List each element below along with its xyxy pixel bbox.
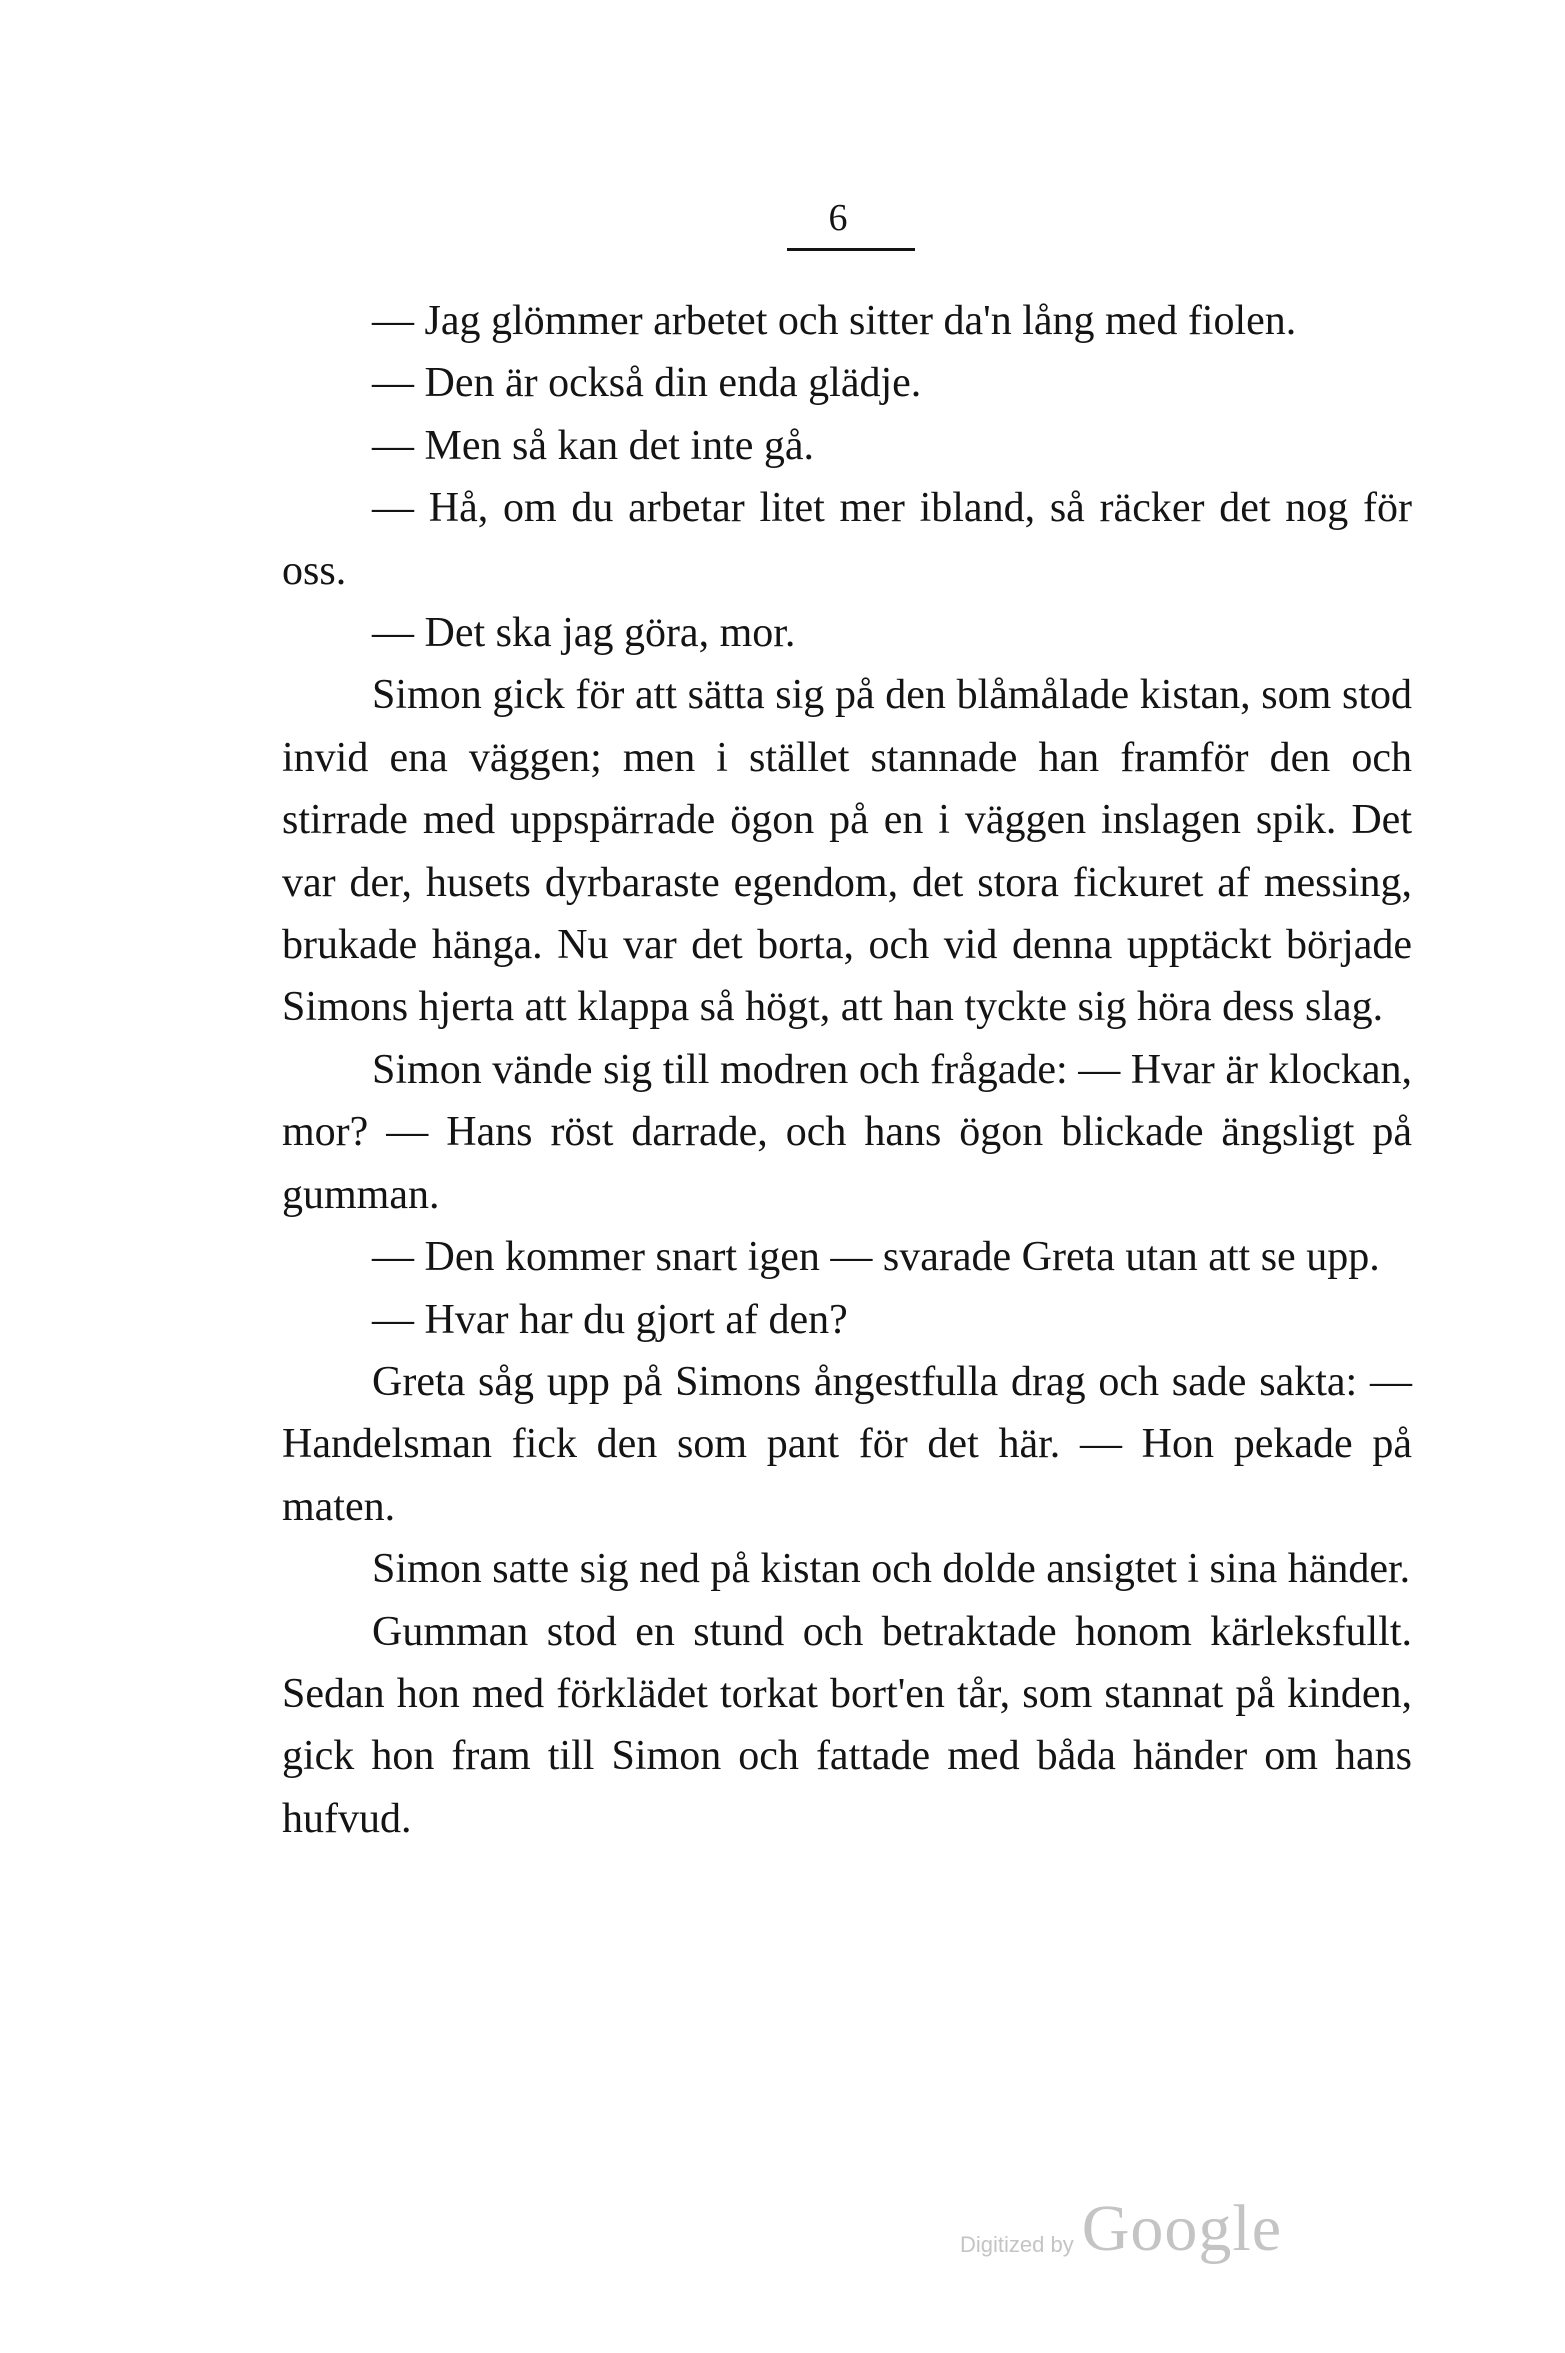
paragraph-1: — Jag glömmer arbetet och sitter da'n lång med fiolen. <box>372 298 1297 344</box>
page-number: 6 <box>828 197 848 239</box>
paragraph-4: — Hå, om du arbetar litet mer ibland, så räcker det nog för oss. <box>282 485 1412 594</box>
page-number-rule <box>787 248 915 251</box>
paragraph-5: — Det ska jag göra, mor. <box>372 610 796 657</box>
paragraph-8: — Den kommer snart igen — svarade Greta utan att se upp. <box>372 1234 1380 1281</box>
paragraph-9: — Hvar har du gjort af den? <box>372 1296 848 1343</box>
digitized-watermark <box>960 2185 1282 2265</box>
watermark-brand-logo: Google <box>1081 2192 1283 2265</box>
body-text <box>282 290 1412 1850</box>
paragraph-12: Gumman stod en stund och betraktade honom kärleksfullt. Sedan hon med förklädet torkat bort'en tår, som stannat på kinden, gick hon fram till Simon och fattade med båda händer om hans hufvud. <box>282 1608 1412 1842</box>
paragraph-11: Simon satte sig ned på kistan och dolde ansigtet i sina händer. <box>372 1546 1411 1593</box>
watermark-prefix: Digitized by <box>960 2232 1074 2257</box>
paragraph-6: Simon gick för att sätta sig på den blåmålade kistan, som stod invid ena väggen; men i stället stannade han framför den och stirrade med uppspärrade ögon på en i väggen inslagen spik. Det var der, husets dyrbaraste egendom, det stora fickuret af messing, brukade hänga. Nu var det borta, och vid denna upptäckt började Simons hjerta att klappa så högt, att han tyckte sig höra dess slag. <box>282 672 1412 1031</box>
paragraph-10: Greta såg upp på Simons ångestfulla drag och sade sakta: — Handelsman fick den som pant för det här. — Hon pekade på maten. <box>282 1358 1412 1530</box>
paragraph-7: Simon vände sig till modren och frågade: — Hvar är klockan, mor? — Hans röst darrade, och hans ögon blickade ängsligt på gumman. <box>282 1046 1412 1218</box>
paragraph-3: — Men så kan det inte gå. <box>372 422 815 469</box>
paragraph-2: — Den är också din enda glädje. <box>372 360 922 407</box>
